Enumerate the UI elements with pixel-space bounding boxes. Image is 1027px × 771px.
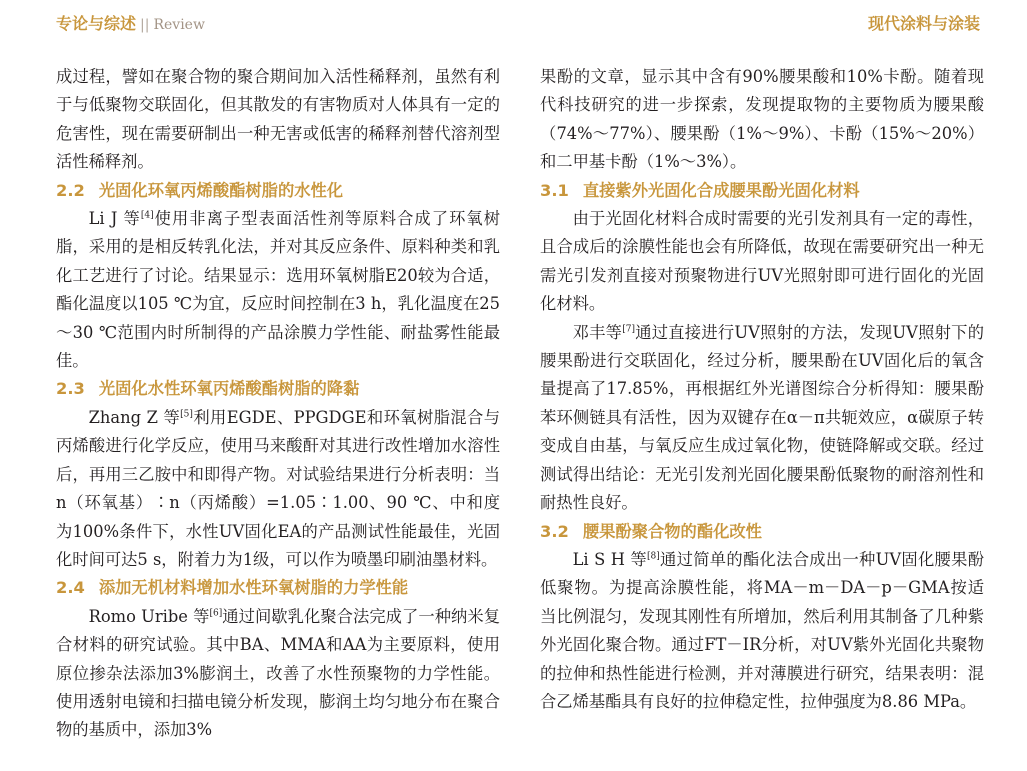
section-number: 2.4: [56, 578, 85, 598]
citation-ref: [5]: [180, 409, 193, 420]
paragraph-continuation: 果酚的文章，显示其中含有90%腰果酸和10%卡酚。随着现代科技研究的进一步探索，发现提取物的主要物质为腰果酸（74%～77%）、腰果酚（1%～9%）、卡酚（15%～20%）和二甲基卡酚（1%～3%）。: [540, 67, 984, 172]
paragraph-li-j: [56, 205, 500, 375]
paragraph-li-s-h: [540, 546, 984, 716]
paragraph-author: Zhang Z 等: [88, 407, 181, 427]
citation-ref: [7]: [622, 324, 635, 335]
paragraph-body: 使用非离子型表面活性剂等原料合成了环氧树脂，采用的是相反转乳化法，并对其反应条件、原料种类和乳化工艺进行了讨论。结果显示：选用环氧树脂E20较为合适，酯化温度以105 ℃为宜，反应时间控制在3 h，乳化温度在25～30 ℃范围内时所制得的产品涂膜力学性能、耐盐雾性能最佳。: [56, 209, 500, 371]
header-category: 专论与综述: [56, 14, 137, 33]
paragraph-zhang-z: [56, 404, 500, 574]
citation-ref: [4]: [140, 210, 154, 221]
right-column: [540, 63, 984, 771]
header-journal-name: 现代涂料与涂装: [867, 14, 980, 33]
paragraph-continuation: 成过程，譬如在聚合物的聚合期间加入活性稀释剂，虽然有利于与低聚物交联固化，但其散发的有害物质对人体具有一定的危害性，现在需要研制出一种无害或低害的稀释剂替代溶剂型活性稀释剂。: [56, 67, 500, 172]
paragraph-body: 通过间歇乳化聚合法完成了一种纳米复合材料的研究试验。其中BA、MMA和AA为主要原料，使用原位掺杂法添加3%膨润土，改善了水性预聚物的力学性能。使用透射电镜和扫描电镜分析发现，膨润土均匀地分布在聚合物的基质中，添加3%: [56, 606, 500, 740]
section-title: 直接紫外光固化合成腰果酚光固化材料: [582, 180, 860, 200]
citation-ref: [6]: [209, 608, 223, 619]
paragraph-author: Li S H 等: [572, 549, 647, 569]
paragraph-body: 通过直接进行UV照射的方法，发现UV照射下的腰果酚进行交联固化，经过分析，腰果酚在UV固化后的氧含量提高了17.85%，再根据红外光谱图综合分析得知：腰果酚苯环侧链具有活性，因为双键存在α－π共轭效应，α碳原子转变成自由基，与氧反应生成过氧化物，使链降解或交联。经过测试得出结论：无光引发剂光固化腰果酚低聚物的耐溶剂性和耐热性良好。: [540, 322, 984, 513]
page-header: [0, 0, 1027, 50]
section-heading-2-3: [56, 375, 500, 403]
paragraph-body: 通过简单的酯化法合成出一种UV固化腰果酚低聚物。为提高涂膜性能，将MA－m－DA－p－GMA按适当比例混匀，发现其刚性有所增加，然后利用其制备了几种紫外光固化聚合物。通过FT－IR分析，对UV紫外光固化共聚物的拉伸和热性能进行检测，并对薄膜进行研究，结果表明：混合乙烯基酯具有良好的拉伸稳定性，拉伸强度为8.86 MPa。: [540, 549, 984, 711]
paragraph-author: 邓丰等: [572, 322, 623, 342]
header-category-en: Review: [153, 17, 205, 33]
paragraph-body: 利用EGDE、PPGDGE和环氧树脂混合与丙烯酸进行化学反应，使用马来酸酐对其进行改性增加水溶性后，再用三乙胺中和即得产物。对试验结果进行分析表明：当n（环氧基）∶n（丙烯酸）=1.05∶1.00、90 ℃、中和度为100%条件下，水性UV固化EA的产品测试性能最佳，光固化时间可达5 s，附着力为1级，可以作为喷墨印刷油墨材料。: [56, 407, 500, 569]
citation-ref: [8]: [646, 551, 660, 562]
section-heading-2-4: [56, 574, 500, 602]
section-heading-2-2: [56, 177, 500, 205]
section-number: 2.3: [56, 379, 85, 399]
section-number: 3.1: [540, 180, 569, 200]
section-heading-3-2: [540, 518, 984, 546]
paragraph-author: Romo Uribe 等: [88, 606, 210, 626]
section-heading-3-1: [540, 177, 984, 205]
header-section-label: [56, 12, 205, 37]
paragraph-photoinitiator: 由于光固化材料合成时需要的光引发剂具有一定的毒性，且合成后的涂膜性能也会有所降低，故现在需要研究出一种无需光引发剂直接对预聚物进行UV光照射即可进行固化的光固化材料。: [540, 209, 984, 314]
section-title: 光固化环氧丙烯酸酯树脂的水性化: [98, 180, 344, 200]
section-number: 3.2: [540, 521, 569, 541]
section-title: 添加无机材料增加水性环氧树脂的力学性能: [98, 578, 409, 598]
paragraph-romo-uribe: [56, 603, 500, 745]
left-column: [56, 63, 500, 771]
section-number: 2.2: [56, 180, 85, 200]
paragraph-author: Li J 等: [88, 209, 141, 229]
section-title: 光固化水性环氧丙烯酸酯树脂的降黏: [98, 379, 360, 399]
paragraph-deng-feng: [540, 319, 984, 518]
section-title: 腰果酚聚合物的酯化改性: [582, 521, 762, 541]
header-separator: ||: [140, 17, 150, 33]
